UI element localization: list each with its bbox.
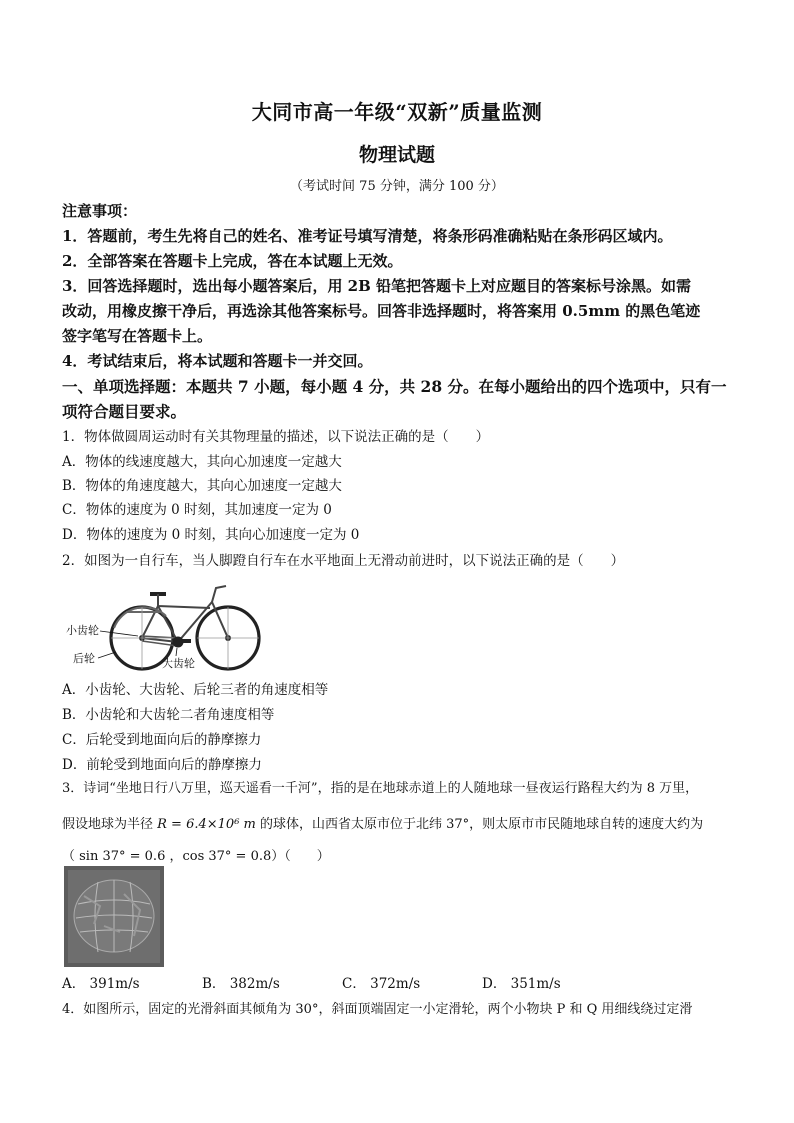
q3-line2-text-a: 假设地球为半径 <box>62 817 158 832</box>
label-rear-wheel: 后轮 <box>73 653 95 665</box>
label-small-gear: 小齿轮 <box>66 625 99 637</box>
q1-option-d: D．物体的速度为 0 时刻，其向心加速度一定为 0 <box>62 527 360 543</box>
label-big-gear: 大齿轮 <box>162 658 195 670</box>
section-heading: 一、单项选择题：本题共 7 小题，每小题 4 分，共 28 分。在每小题给出的四个选项中，只有一 <box>62 377 727 396</box>
q1-option-a: A．物体的线速度越大，其向心加速度一定越大 <box>62 454 342 470</box>
q3-radius-formula: R = 6.4×10⁶ m <box>157 817 256 832</box>
section-heading-cont: 项符合题目要求。 <box>62 402 187 421</box>
q2-option-b: B．小齿轮和大齿轮二者角速度相等 <box>62 707 275 723</box>
notes-heading: 注意事项： <box>62 202 138 220</box>
q3-line3: （ sin 37° = 0.6 ，cos 37° = 0.8）（ ） <box>62 849 330 864</box>
q1-option-b: B．物体的角速度越大，其向心加速度一定越大 <box>62 478 342 494</box>
q3-line2-text-b: 的球体，山西省太原市位于北纬 37°，则太原市市民随地球自转的速度大约为 <box>255 817 704 832</box>
q1-stem: 1．物体做圆周运动时有关其物理量的描述，以下说法正确的是（ ） <box>62 429 490 445</box>
note-item-2: 2．全部答案在答题卡上完成，答在本试题上无效。 <box>62 252 403 270</box>
exam-info: （考试时间 75 分钟，满分 100 分） <box>290 179 504 194</box>
q4-line1: 4．如图所示，固定的光滑斜面其倾角为 30°，斜面顶端固定一小定滑轮，两个小物块 P 和 Q 用细线绕过定滑 <box>62 1002 693 1017</box>
q2-option-d: D．前轮受到地面向后的静摩擦力 <box>62 757 262 773</box>
q3-option-a: A． 391m/s <box>62 976 140 992</box>
note-item-1: 1．答题前，考生先将自己的姓名、准考证号填写清楚，将条形码准确粘贴在条形码区域内。 <box>62 227 673 245</box>
note-item-3: 3．回答选择题时，选出每小题答案后，用 2B 铅笔把答题卡上对应题目的答案标号涂黑。如需 <box>62 277 692 295</box>
exam-title: 大同市高一年级“双新”质量监测 <box>251 100 543 124</box>
subject-title: 物理试题 <box>358 144 435 166</box>
q1-option-c: C．物体的速度为 0 时刻，其加速度一定为 0 <box>62 502 332 518</box>
note-item-3-cont: 改动，用橡皮擦干净后，再选涂其他答案标号。回答非选择题时，将答案用 0.5mm 的黑色笔迹 <box>62 302 701 320</box>
q3-option-c: C． 372m/s <box>342 976 421 992</box>
big-gear-shape <box>173 637 184 648</box>
bicycle-figure <box>66 572 266 672</box>
q2-option-a: A．小齿轮、大齿轮、后轮三者的角速度相等 <box>62 682 329 698</box>
q2-stem: 2．如图为一自行车，当人脚蹬自行车在水平地面上无滑动前进时，以下说法正确的是（ ） <box>62 553 625 569</box>
q3-option-b: B． 382m/s <box>202 976 280 992</box>
note-item-3-cont2: 签字笔写在答题卡上。 <box>62 327 213 345</box>
note-item-4: 4．考试结束后，将本试题和答题卡一并交回。 <box>62 352 373 370</box>
q3-option-d: D． 351m/s <box>482 976 561 992</box>
q2-option-c: C．后轮受到地面向后的静摩擦力 <box>62 732 262 748</box>
q3-line1: 3．诗词“坐地日行八万里，巡天遥看一千河”，指的是在地球赤道上的人随地球一昼夜运行路程大约为 8 万里， <box>62 781 699 796</box>
globe-photo <box>64 866 164 967</box>
q3-line2 <box>62 813 742 832</box>
